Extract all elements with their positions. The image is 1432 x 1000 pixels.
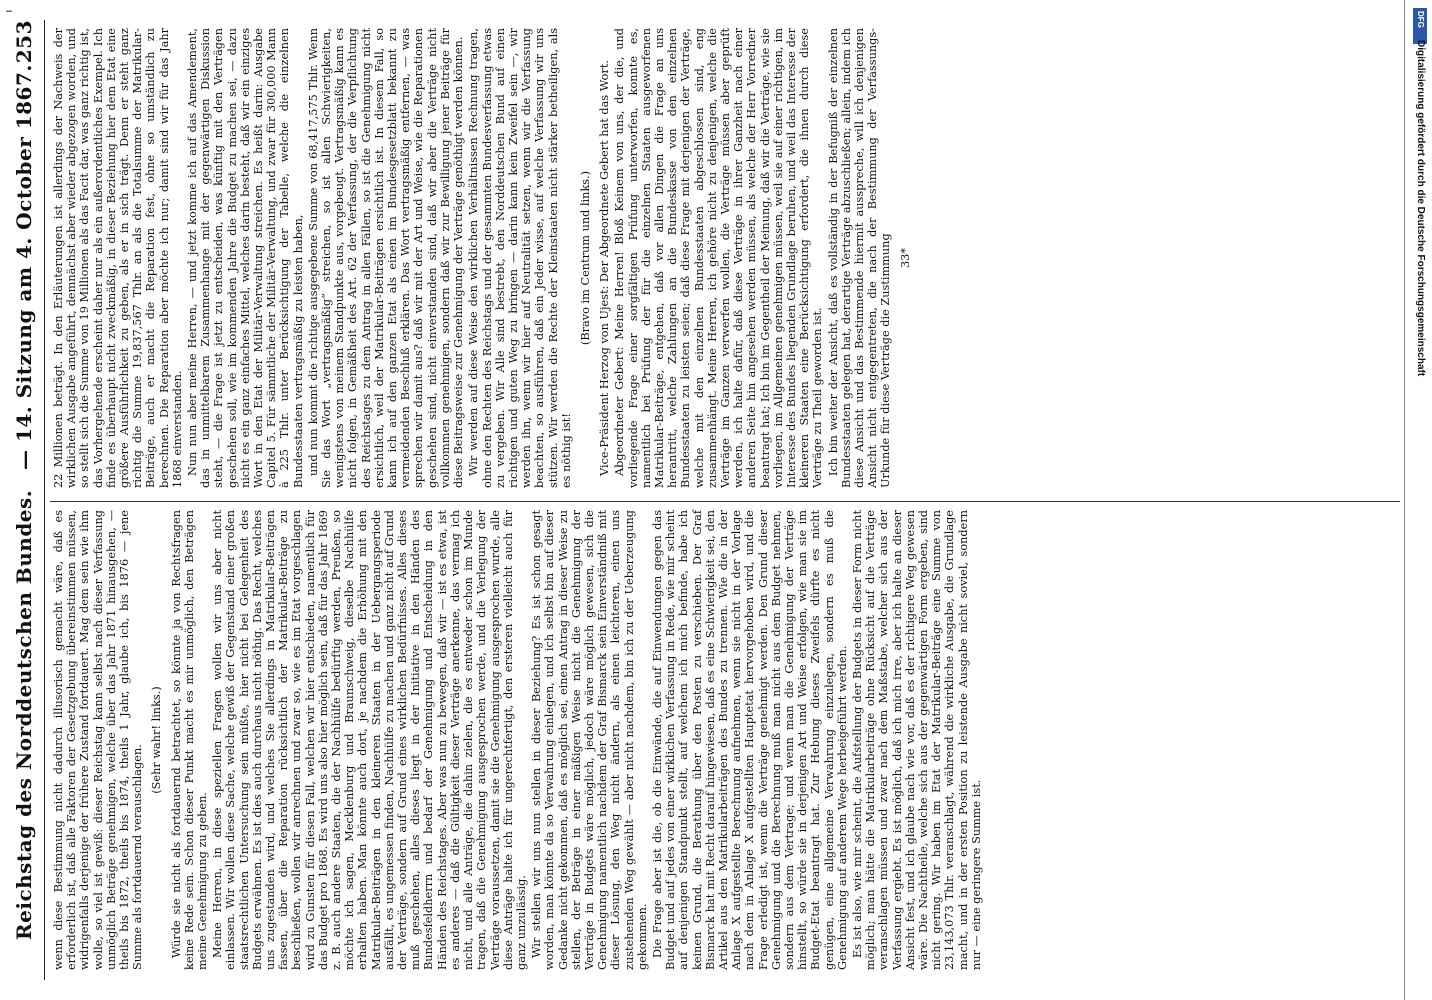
paragraph: Meine Herren, in diese speziellen Fragen wollen wir uns aber nicht einlassen. Wir wollen diese Sache, welche gewiß der Gegenstand einer großen staatsrechtlichen Untersuchung sein müßte, hier nicht bei Gelegenheit des Budgets erwähnen. Es ist dies auch durchaus nicht nöthig. Das Recht, welches uns zugestanden wird, und welches Sie allerdings in Matrikular-Beiträgen fassen, über die Reparation rücksichtlich der Matrikular-Beiträge zu beschließen, wollen wir anrechnen und zwar so, wie es im Etat vorgeschlagen wird zu Gunsten für diesen Fall, welchen wir hier entschieden, namentlich für das Budget pro 1868. Es wird uns also hier möglich sein, daß für das Jahr 1869 z. B. auch andere Staaten, die der Nachhülfe bedürftig werden, Preußen, so möchte ich sagen, Mecklenburg und Braunschweig, dieselbe Nachhülfe erhalten haben. Man könnte auch dort, je nachdem die Erhöhung mit den Matrikular-Beiträgen in den kleineren Staaten in der Uebergangsperiode ausfällt, es ungemessen finden, Nachhülfe zu machen und ganz nicht auf Grund der Verträge, sondern auf Grund eines wirklichen Bedürfnisses. Alles dieses muß geschehen, alles dieses liegt in der Initiative in den Händen des Bundesfeldherrn und bedarf der Genehmigung und Entscheidung in den Händen des Reichstages. Aber was nun zu bewegen, daß wir — ist es etwa, ist es anderes — daß die Gültigkeit dieser Verträge anerkenne, das vermag ich nicht, und alle Anträge, die dahin zielen, die es entweder schon im Munde tragen, daß die Genehmigung ausgesprochen werde, und die Verlegung der Verträge voraussetzen, damit sie die Genehmigung ausgesprochen wurde, alle diese Anträge halte ich für ungerechtfertigt, den ersteren vielleicht auch für ganz unzulässig. [211,510,528,970]
page-number: 253 [12,20,36,64]
dfg-logo-text: DFG [1416,11,1425,28]
paragraph: Es ist also, wie mir scheint, die Aufstellung der Budgets in dieser Form nicht möglich; man hätte die Matrikularbeiträge ohne Rücksicht auf die Verträge veranschlagen müssen und zwar nach dem Maßstabe, welcher sich aus der Verfassung ergiebt. Es ist möglich, daß ich mich irre, aber ich halte an dieser Ansicht fest, und ich glaube nach wie vor, daß es der richtigere Weg gewesen wäre. Die Nachtheile, welche sich aus der gegenwärtigen Form ergeben, sind nicht gering. Wir haben im Etat der Matrikular-Beiträge eine Summe von 23,143,073 Thlr. veranschlagt, während die wirkliche Ausgabe, die Grundlage macht, und in der ersten Position zu leistende Ausgabe nicht soviel, sondern nur — eine geringere Summe ist. [850,510,983,970]
paragraph: Abgeordneter Gebert: Meine Herren! Bloß Keinem von uns, der die, und vorliegende Frage einer sorgfältigen Prüfung unterworfen, konnte es, namentlich bei Prüfung der für die einzelnen Staaten ausgeworfenen Matrikular-Beiträge, entgehen, daß vor allen Dingen die Frage an uns herantritt, welche Zahlungen an die Bundeskasse von den einzelnen Bundesstaaten zu leisten seien; daß diese Frage mit derjenigen der Verträge, welche mit den einzelnen Bundesstaaten abgeschlossen sind, eng zusammenhängt. Meine Herren, ich gehöre nicht zu denjenigen, welche die Verträge im Ganzen verwerfen wollen, die Verträge müssen aber geprüft werden, ich halte dafür, daß diese Verträge in ihrer Ganzheit nach einer anderen Seite hin angesehen werden müssen, als welche der Herr Vorredner beantragt hat; Ich bin im Gegentheil der Meinung, daß wir die Verträge, wie sie vorliegen, im Allgemeinen genehmigen müssen, weil sie auf einer richtigen, im Interesse des Bundes liegenden Grundlage beruhen, und weil das Interesse der kleineren Staaten eine Berücksichtigung erfordert, die ihnen durch diese Verträge zu Theil geworden ist. [613,28,825,488]
paragraph: 22 Millionen beträgt. In den Erläuterungen ist allerdings der Nachweis der wirklichen Ausgabe angeführt, demnächst aber wieder abgezogen worden, und so stellt sich die Summe von 19 Millionen als das Facit dar, was ganz richtig ist, das Vorhergehende erscheint daher nur als ein außerordentliches Exempel. Ich finde es überhaupt nicht zweckmäßig, in dieser Beziehung hier dem Etat eine größere Ausführlichkeit zu geben, als er in sich trägt. Denn er steht ganz richtig die Summe 19,837,567 Thlr. an als die Totalsumme der Matrikular-Beiträge, auch er macht die Reparation fest, ohne so umständlich zu berechnen. Die Reparation aber möchte ich nur; damit sind wir für das Jahr 1868 einverstanden. [52,28,184,488]
right-text-column [52,28,918,488]
paragraph: wenn diese Bestimmung nicht dadurch illusorisch gemacht wäre, daß es erforderlich ist, daß alle Faktoren der Gesetzgebung übereinstimmen müssen, widrigenfalls derjenige der frühere Zustand fortdauert. Mag dem sein wie ihm wolle, so viel ist gewiß: dieser Reichstag kann selbst nach dieser Verfassung unmöglich Beträge genehmigen, welche über das Jahr 1871 hinausgehen, — theils bis 1872, theils bis 1874, theils 1 Jahr, glaube ich, bis 1876 — jene Summe als fortdauernd verauschlagen. [52,510,145,970]
running-header-left: Reichstag des Norddeutschen Bundes. [12,489,36,940]
dfg-logo [1413,8,1427,44]
corner-mark: … [6,4,13,15]
running-header-right [12,20,38,470]
speaker-intro: Vice-Präsident Herzog von Ujest: Der Abgeordnete Gebert hat das Wort. [598,60,612,476]
credit-text: Digitalisierung gefördert durch die Deutsche Forschungsgemeinschaft [1415,40,1426,377]
applause-note: (Sehr wahr! links.) [150,686,164,794]
header-rule [44,20,45,980]
column-divider [50,501,1400,502]
signature-mark: 33* [898,247,912,269]
paragraph: Wir werden auf diese Weise den wirklichen Verhältnissen Rechnung tragen, ohne den Rechten des Reichstags und der gesammten Bundesverfassung etwas zu vergeben. Wir Alle sind bestrebt, den Norddeutschen Bund auf einen richtigen und guten Weg zu bringen — darin kann kein Zweifel sein —, wir werden ihn, wenn wir hier auf Neutralität setzen, wenn wir die Verfassung beachten, so ausführen, daß ein Jeder wisse, auf welche Verfassung wir uns stützen. Wir werden die Rechte der Kleinstaaten nicht stärker betheiligen, als es nöthig ist! [467,28,573,488]
paragraph: Wir stellen wir uns nun stellen in dieser Beziehung? Es ist schon gesagt worden, man könnte da so Verwahrung einlegen, und ich selbst bin auf dieser Gedanke nicht gekommen, daß es möglich sei, einen Antrag in dieser Weise zu stellen, der Beträge in einer mäßigen Weise nicht die Genehmigung der Verträge in Budgets wäre möglich, jedoch wäre möglich gewesen, sich die Genehmigung namentlich nachdem der Graf Bismarck sein Einverständniß mit dieser Lösung, den Weg nicht ändern, als einen leichteren, einen uns zustehenden Weg gewählt — aber nicht nachdem, bin ich zu der Ueberzeugung gekommen. [530,510,649,970]
paragraph: und nun kommt die richtige ausgegebene Summe von 68,417,575 Thlr. Wenn Sie das Wort „vertragsmäßig“ streichen, so ist allen Schwierigkeiten, wenigstens von meinem Standpunkte aus, vorgebeugt. Vertragsmäßig kann es nicht folgen, in Gemäßheit des Art. 62 der Verfassung, der die Verpflichtung des Reichstages zu dem Antrag in allen Fällen, so ist die Genehmigung nicht ersichtlich, weil der Matrikular-Beiträgen ersichtlich ist. In diesem Fall, so kann ich auf den ganzen Etat als einen im Bundesgesetzblatt bekannt zu vermeidenden Beschluß erklären. Das Wort vertragsmäßig entfernen, — was sprechen wir damit aus? daß wir mit der Art und Weise, wie die Reparationen geschehen sind, nicht einverstanden sind, daß wir aber die Verträge nicht vollkommen genehmigen, sondern daß wir zur Bewilligung jener Beiträge für diese Beitragsweise zur Genehmigung der Verträge genöthigt werden können. [306,28,466,488]
applause-note: (Bravo im Centrum und links.) [578,170,592,346]
paragraph: Ich bin weiter der Ansicht, daß es vollständig in der Befugniß der einzelnen Bundesstaaten gelegen hat, derartige Verträge abzuschließen; allein, indem ich diese Ansicht und das Bestimmende hiermit ausspreche, will ich denjenigen Ansicht nicht entgegentreten, die nach der Bestimmung der Verfassungs-Urkunde für diese Verträge die Zustimmung [826,28,893,488]
paragraph: Würde sie nicht als fortdauernd betrachtet, so könnte ja von Rechtsfragen keine Rede sein. Schon dieser Punkt macht es mir unmöglich, den Beträgen meine Genehmigung zu geben. [169,510,210,970]
paragraph: Nun nun aber meine Herren, — und jetzt komme ich auf das Amendement, das in unmittelbarem Zusammenhange mit der gegenwärtigen Diskussion steht, — die Frage ist jetzt zu entscheiden, was künftig mit den Verträgen geschehen soll, wie im kommenden Jahre die Budget zu machen sei, — dazu nicht es ein ganz einfaches Mittel, welches darin besteht, daß wir ein einziges Wort in den Etat der Militär-Verwaltung streichen. Es heißt darin: Ausgabe Capitel 5. Für sämmtliche der Militär-Verwaltung, und zwar für 300,000 Mann à 225 Thlr. unter Berücksichtigung der Tabelle, welche die einzelnen Bundesstaaten vertragsmäßig zu leisten haben, [186,28,305,488]
paragraph: Die Frage aber ist die, ob die Einwände, die auf Einwendungen gegen das Budget und auf jedes von einer wirklichen Verfassung in Rede, wie mir scheint auf denjenigen Standpunkt stellt, auf welchem ich mich befinde, habe ich keinen Grund, die Berathung über den Posten zu verschieben. Der Graf Bismarck hat mit Recht darauf hingewiesen, daß es eine Schwierigkeit sei, den Artikel aus den Matrikularbeiträgen des Bundes zu trennen. Wie die in der Anlage X aufgestellte Berechnung aufnehmen, wenn sie nicht in der Vorlage nach dem in Anlage X aufgestellten Hauptetat hervorgehoben wird, und die Frage erledigt ist, wenn die Verträge genehmigt werden. Den Grund dieser Genehmigung und die Berechnung muß man nicht aus dem Budget nehmen, sondern aus dem Vertrage; und wenn man die Genehmigung der Verträge hinstellt, so würde sie in derjenigen Art und Weise erfolgen, wie man sie im Budget-Etat beantragt hat. Zur Hebung dieses Zweifels dürfte es nicht genügen, eine allgemeine Verwahrung einzulegen, sondern es muß die Genehmigung auf anderem Wege herbeigeführt werden. [650,510,849,970]
digitization-credit [1408,40,1432,640]
left-text-column [52,510,985,970]
session-title: — 14. Sitzung am 4. October 1867. [12,64,36,470]
